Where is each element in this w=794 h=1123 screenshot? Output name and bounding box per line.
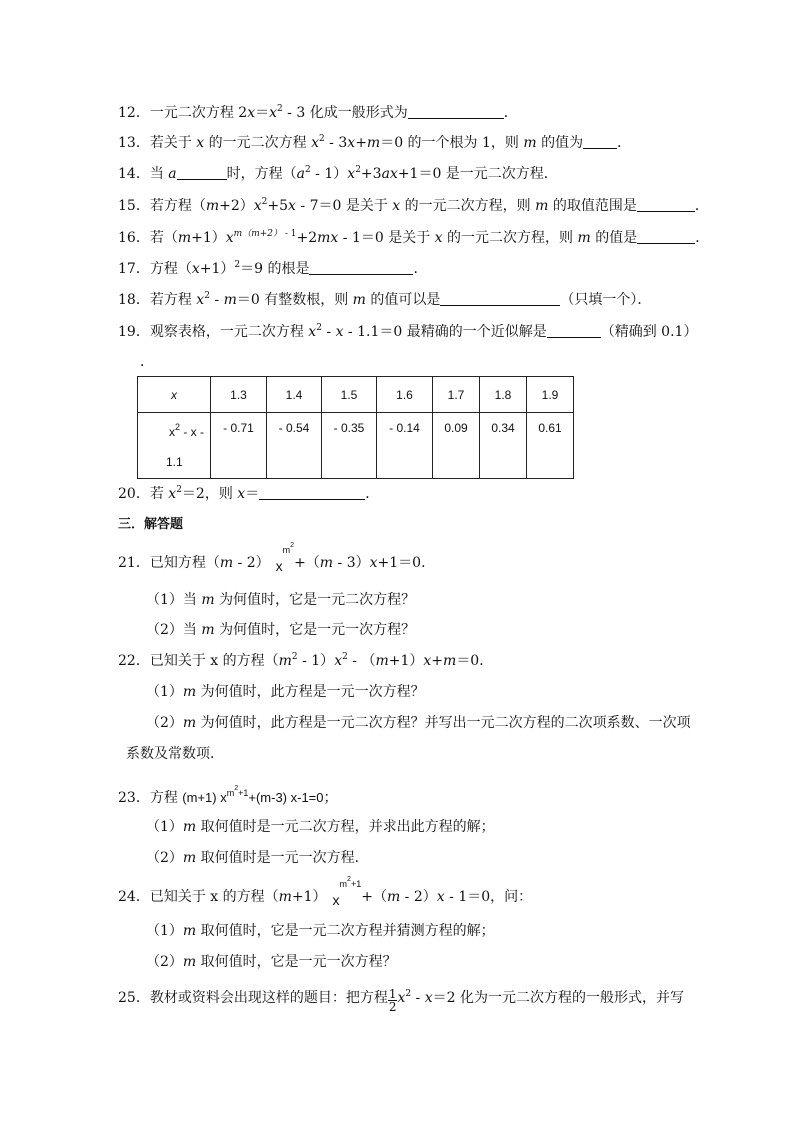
observation-table: [137, 376, 574, 479]
answer-blank[interactable]: [547, 323, 601, 338]
question-21: 21．已知方程（m - 2） $x^{m^2}+(m - 3)x+1=0$．: [118, 542, 436, 574]
table-cell: - 0.35: [322, 413, 377, 479]
answer-blank[interactable]: [408, 104, 504, 119]
table-cell: 0.61: [527, 413, 574, 479]
table-row: [138, 413, 574, 479]
question-13: 13．若关于 x 的一元二次方程 $x^2 - 3x+m=0$ 的一个根为 1，则 m 的值为 ．: [118, 134, 632, 151]
table-cell: 0.34: [480, 413, 527, 479]
question-22-part-2: （2）m 为何值时，此方程是一元二次方程？并写出一元二次方程的二次项系数、一次项: [146, 715, 691, 731]
question-14: 14．当 a 时，方程$(a^2 - 1)x^2+3ax+1=0$ 是一元二次方程．: [118, 165, 558, 182]
question-24: 24．已知关于 x 的方程（m+1） $x^{m^2+1}+(m - 2)x - 1=0$，问：: [118, 876, 533, 908]
section-heading: 三．解答题: [118, 517, 184, 532]
table-cell: 1.6: [377, 377, 433, 413]
question-number: 12．: [118, 105, 150, 121]
answer-blank[interactable]: [440, 291, 560, 306]
power-term: $x^{m^2+1}$: [332, 876, 362, 908]
question-23-part-1: （1）m 取何值时是一元二次方程，并求出此方程的解；: [146, 819, 495, 835]
answer-blank[interactable]: [259, 485, 365, 500]
question-22-part-2-continuation: 系数及常数项．: [126, 746, 224, 762]
answer-blank[interactable]: [583, 134, 617, 149]
question-number: 18．: [118, 292, 150, 308]
question-17: 17．方程$(x+1)^2=9$ 的根是 ．: [118, 260, 428, 277]
table-cell: 1.3: [211, 377, 267, 413]
table-cell: - 0.14: [377, 413, 433, 479]
question-number: 21．: [118, 555, 150, 571]
question-number: 15．: [118, 198, 150, 214]
answer-blank[interactable]: [309, 260, 413, 275]
question-number: 14．: [118, 166, 150, 182]
question-25: 25．教材或资料会出现这样的题目：把方程 $\frac{1}{2}$ $x^2 - x=2$ 化为一元二次方程的一般形式，并写: [118, 987, 685, 1014]
exponent: m（m+2） - 1: [233, 229, 297, 239]
equation: (m+1) $x^{m^2+1}+(m-3)$ x-1=0: [182, 785, 324, 805]
fraction: $\frac{1}{2}$: [388, 987, 397, 1014]
question-20: 20．若 $x^2=2$，则 x＝ ．: [118, 485, 380, 502]
table-header-cell: $x^2$ - x - 1.1: [138, 413, 211, 479]
question-number: 17．: [118, 261, 150, 277]
table-cell: 1.7: [433, 377, 480, 413]
question-23-part-2: （2）m 取何值时是一元一次方程．: [146, 850, 369, 866]
question-number: 19．: [118, 324, 150, 340]
table-cell: - 0.54: [267, 413, 322, 479]
table-header-cell: x: [138, 377, 211, 413]
question-number: 13．: [118, 135, 150, 151]
question-number: 24．: [118, 889, 150, 905]
question-23: 23．方程 (m+1) $x^{m^2+1}+(m-3)$ x-1=0；: [118, 785, 338, 806]
answer-blank[interactable]: [637, 197, 695, 212]
question-21-part-2: （2）当 m 为何值时，它是一元一次方程？: [146, 622, 416, 638]
power-term: $x^{m^2}$: [275, 542, 295, 574]
question-number: 25．: [118, 990, 150, 1006]
question-15: 15．若方程$(m+2)x^2+5x - 7=0$ 是关于 x 的一元二次方程，则 m 的取值范围是 ．: [118, 197, 709, 214]
table-cell: 1.4: [267, 377, 322, 413]
question-18: 18．若方程 $x^2 - m=0$ 有整数根，则 m 的值可以是 （只填一个）．: [118, 291, 652, 308]
question-16: 16．若$(m+1)x^{m(m+2) - 1}+2mx - 1=0$ 是关于 x 的一元二次方程，则 m 的值是 ．: [118, 229, 710, 246]
table-cell: 0.09: [433, 413, 480, 479]
question-number: 23．: [118, 790, 150, 806]
question-24-part-1: （1）m 取何值时，它是一元二次方程并猜测方程的解；: [146, 923, 495, 939]
question-19-continuation: ．: [140, 354, 154, 370]
answer-blank[interactable]: [637, 229, 695, 244]
table-cell: 1.9: [527, 377, 574, 413]
question-22-part-1: （1）m 为何值时，此方程是一元一次方程？: [146, 684, 425, 700]
question-24-part-2: （2）m 取何值时，它是一元一次方程？: [146, 954, 397, 970]
table-cell: 1.5: [322, 377, 377, 413]
question-21-part-1: （1）当 m 为何值时，它是一元二次方程？: [146, 592, 416, 608]
question-number: 20．: [118, 486, 150, 502]
table-cell: - 0.71: [211, 413, 267, 479]
question-19: 19．观察表格，一元二次方程 $x^2 - x - 1.1=0$ 最精确的一个近似解是 （精确到 0.1）: [118, 323, 698, 340]
question-number: 22．: [118, 653, 150, 669]
question-number: 16．: [118, 230, 150, 246]
table-cell: 1.8: [480, 377, 527, 413]
table-row: [138, 377, 574, 413]
question-12: 12．一元二次方程 $2x=x^2 - 3$ 化成一般形式为 ．: [118, 104, 518, 121]
question-22: 22．已知关于 x 的方程$(m^2 - 1)x^2 - (m+1)x+m=0$．: [118, 652, 494, 669]
answer-blank[interactable]: [177, 165, 227, 180]
